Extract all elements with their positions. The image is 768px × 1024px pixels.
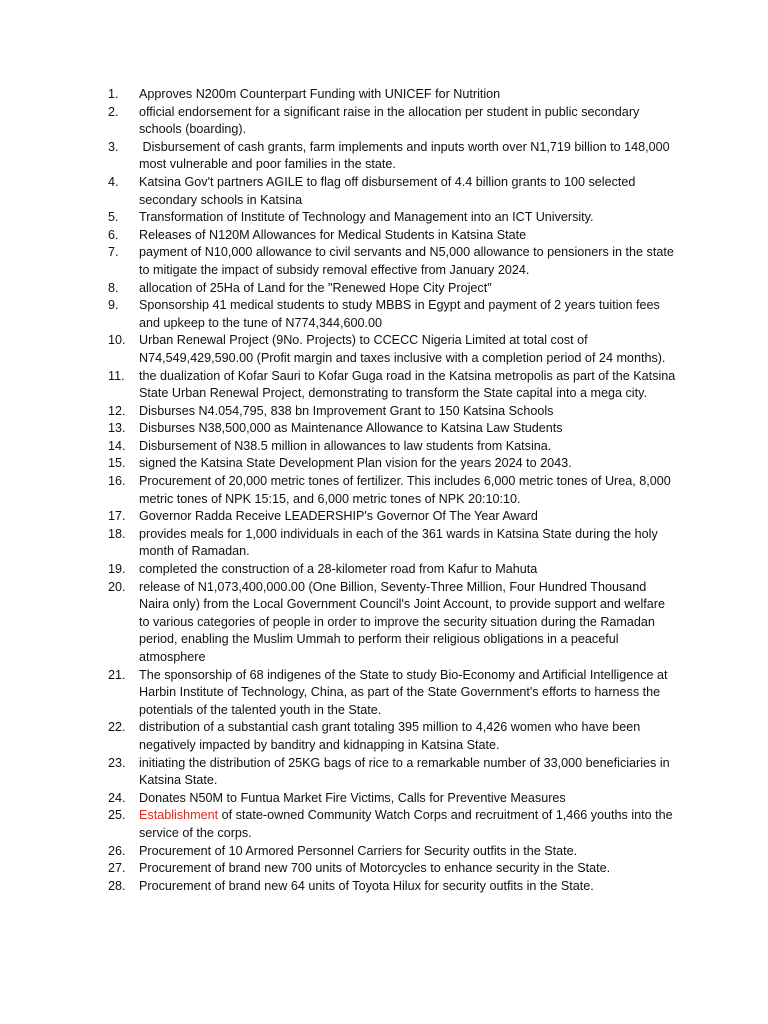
list-item-number: 27. bbox=[108, 861, 126, 876]
list-item bbox=[108, 719, 678, 754]
list-item-number: 13. bbox=[108, 421, 126, 436]
list-item-text: Procurement of 20,000 metric tones of fertilizer. This includes 6,000 metric tones of Urea, 8,000 metric tones of NPK 15:15, and 6,000 metric tones of NPK 20:10:10. bbox=[139, 474, 675, 506]
list-item-text: Disbursement of N38.5 million in allowances to law students from Katsina. bbox=[139, 438, 552, 453]
list-item-number: 6. bbox=[108, 227, 119, 242]
list-item bbox=[108, 807, 678, 842]
list-item bbox=[108, 878, 678, 896]
highlighted-word: Establishment bbox=[139, 808, 219, 823]
list-item-number: 16. bbox=[108, 474, 126, 489]
list-item bbox=[108, 368, 678, 403]
list-item bbox=[108, 227, 678, 245]
list-item-number: 9. bbox=[108, 298, 119, 313]
list-item bbox=[108, 438, 678, 456]
list-item-number: 18. bbox=[108, 526, 126, 541]
list-item bbox=[108, 297, 678, 332]
list-item bbox=[108, 755, 678, 790]
list-item-text: The sponsorship of 68 indigenes of the State to study Bio-Economy and Artificial Intelligence at Harbin Institute of Technology, China, as part of the State Government's efforts to harness the potentials of the talented youth in the State. bbox=[139, 667, 672, 717]
list-item bbox=[108, 332, 678, 367]
list-item bbox=[108, 280, 678, 298]
list-item-text: Donates N50M to Funtua Market Fire Victims, Calls for Preventive Measures bbox=[139, 790, 566, 805]
list-item-number: 12. bbox=[108, 403, 126, 418]
list-item bbox=[108, 790, 678, 808]
list-item-text: Procurement of brand new 700 units of Motorcycles to enhance security in the State. bbox=[139, 861, 611, 876]
list-item-number: 28. bbox=[108, 878, 126, 893]
list-item bbox=[108, 139, 678, 174]
list-item-number: 23. bbox=[108, 755, 126, 770]
list-item-number: 8. bbox=[108, 280, 119, 295]
list-item-text: provides meals for 1,000 individuals in each of the 361 wards in Katsina State during the holy month of Ramadan. bbox=[139, 526, 662, 559]
list-item-text: Disburses N4.054,795, 838 bn Improvement Grant to 150 Katsina Schools bbox=[139, 403, 554, 418]
list-item-text: Procurement of 10 Armored Personnel Carriers for Security outfits in the State. bbox=[139, 843, 578, 858]
list-item bbox=[108, 420, 678, 438]
list-item-text: signed the Katsina State Development Plan vision for the years 2024 to 2043. bbox=[139, 456, 572, 471]
list-item bbox=[108, 455, 678, 473]
list-item-text: Transformation of Institute of Technology and Management into an ICT University. bbox=[139, 210, 594, 225]
list-item-text: official endorsement for a significant raise in the allocation per student in public secondary schools (boarding). bbox=[139, 104, 643, 137]
list-item-text-rest: of state-owned Community Watch Corps and recruitment of 1,466 youths into the service of the corps. bbox=[139, 808, 677, 840]
list-item-number: 19. bbox=[108, 562, 126, 577]
list-item bbox=[108, 473, 678, 508]
list-item-number: 7. bbox=[108, 245, 119, 260]
list-item-text: Procurement of brand new 64 units of Toyota Hilux for security outfits in the State. bbox=[139, 878, 594, 893]
list-item bbox=[108, 667, 678, 720]
list-item-number: 5. bbox=[108, 210, 119, 225]
list-item-number: 22. bbox=[108, 720, 126, 735]
list-item-text: Releases of N120M Allowances for Medical Students in Katsina State bbox=[139, 227, 527, 242]
list-item-text: distribution of a substantial cash grant totaling 395 million to 4,426 women who have been negatively impacted by banditry and kidnapping in Katsina State. bbox=[139, 720, 644, 752]
list-item-number: 4. bbox=[108, 174, 119, 189]
list-item-text: allocation of 25Ha of Land for the "Renewed Hope City Project" bbox=[139, 280, 492, 295]
list-item bbox=[108, 860, 678, 878]
list-item-text: payment of N10,000 allowance to civil servants and N5,000 allowance to pensioners in the state to mitigate the impact of subsidy removal effective from January 2024. bbox=[139, 245, 678, 277]
list-item-number: 15. bbox=[108, 456, 126, 471]
list-item bbox=[108, 104, 678, 139]
list-item-text: completed the construction of a 28-kilometer road from Kafur to Mahuta bbox=[139, 562, 538, 577]
list-item-number: 2. bbox=[108, 104, 119, 119]
list-item-number: 14. bbox=[108, 438, 126, 453]
list-item bbox=[108, 579, 678, 667]
list-item-number: 11. bbox=[108, 368, 125, 383]
list-item-text: Disbursement of cash grants, farm implements and inputs worth over N1,719 billion to 148,000 most vulnerable and poor families in the state. bbox=[139, 139, 674, 172]
list-item-text: Sponsorship 41 medical students to study MBBS in Egypt and payment of 2 years tuition fees and upkeep to the tune of N774,344,600.00 bbox=[139, 298, 664, 330]
list-item-text: the dualization of Kofar Sauri to Kofar Guga road in the Katsina metropolis as part of the Katsina State Urban Renewal Project, demonstrating to transform the State capital into a mega city. bbox=[139, 368, 679, 401]
list-item-text: Katsina Gov't partners AGILE to flag off disbursement of 4.4 billion grants to 100 selected secondary schools in Katsina bbox=[139, 174, 639, 207]
list-item-number: 3. bbox=[108, 139, 119, 154]
list-item bbox=[108, 843, 678, 861]
list-item bbox=[108, 508, 678, 526]
list-item-number: 17. bbox=[108, 509, 126, 524]
list-item bbox=[108, 403, 678, 421]
list-item-number: 21. bbox=[108, 667, 126, 682]
list-item bbox=[108, 244, 678, 279]
list-item-number: 25. bbox=[108, 808, 126, 823]
list-item bbox=[108, 174, 678, 209]
list-item-number: 26. bbox=[108, 843, 126, 858]
list-item bbox=[108, 561, 678, 579]
list-item-text bbox=[139, 807, 678, 842]
list-item-text: Urban Renewal Project (9No. Projects) to CCECC Nigeria Limited at total cost of N74,549,429,590.00 (Profit margin and taxes inclusive with a completion period of 24 months). bbox=[139, 333, 666, 365]
list-item-number: 10. bbox=[108, 333, 126, 348]
list-item-number: 1. bbox=[108, 87, 119, 101]
list-item bbox=[108, 86, 678, 104]
list-item-text: Approves N200m Counterpart Funding with UNICEF for Nutrition bbox=[139, 87, 501, 101]
list-item-text: Disburses N38,500,000 as Maintenance Allowance to Katsina Law Students bbox=[139, 421, 563, 436]
list-item-number: 20. bbox=[108, 579, 126, 594]
list-item-text: initiating the distribution of 25KG bags of rice to a remarkable number of 33,000 beneficiaries in Katsina State. bbox=[139, 755, 674, 788]
list-item bbox=[108, 526, 678, 561]
list-item bbox=[108, 209, 678, 227]
list-item-text: Governor Radda Receive LEADERSHIP's Governor Of The Year Award bbox=[139, 509, 538, 524]
achievement-list bbox=[108, 86, 678, 895]
list-item-number: 24. bbox=[108, 790, 126, 805]
list-item-text: release of N1,073,400,000.00 (One Billion, Seventy-Three Million, Four Hundred Thousand Naira only) from the Local Government Council's Joint Account, to provide support and welfare to various categories of people in order to improve the security situation during the Ramadan period, enabling the Muslim Ummah to perform their religious obligations in a peaceful atmosphere bbox=[139, 579, 669, 664]
